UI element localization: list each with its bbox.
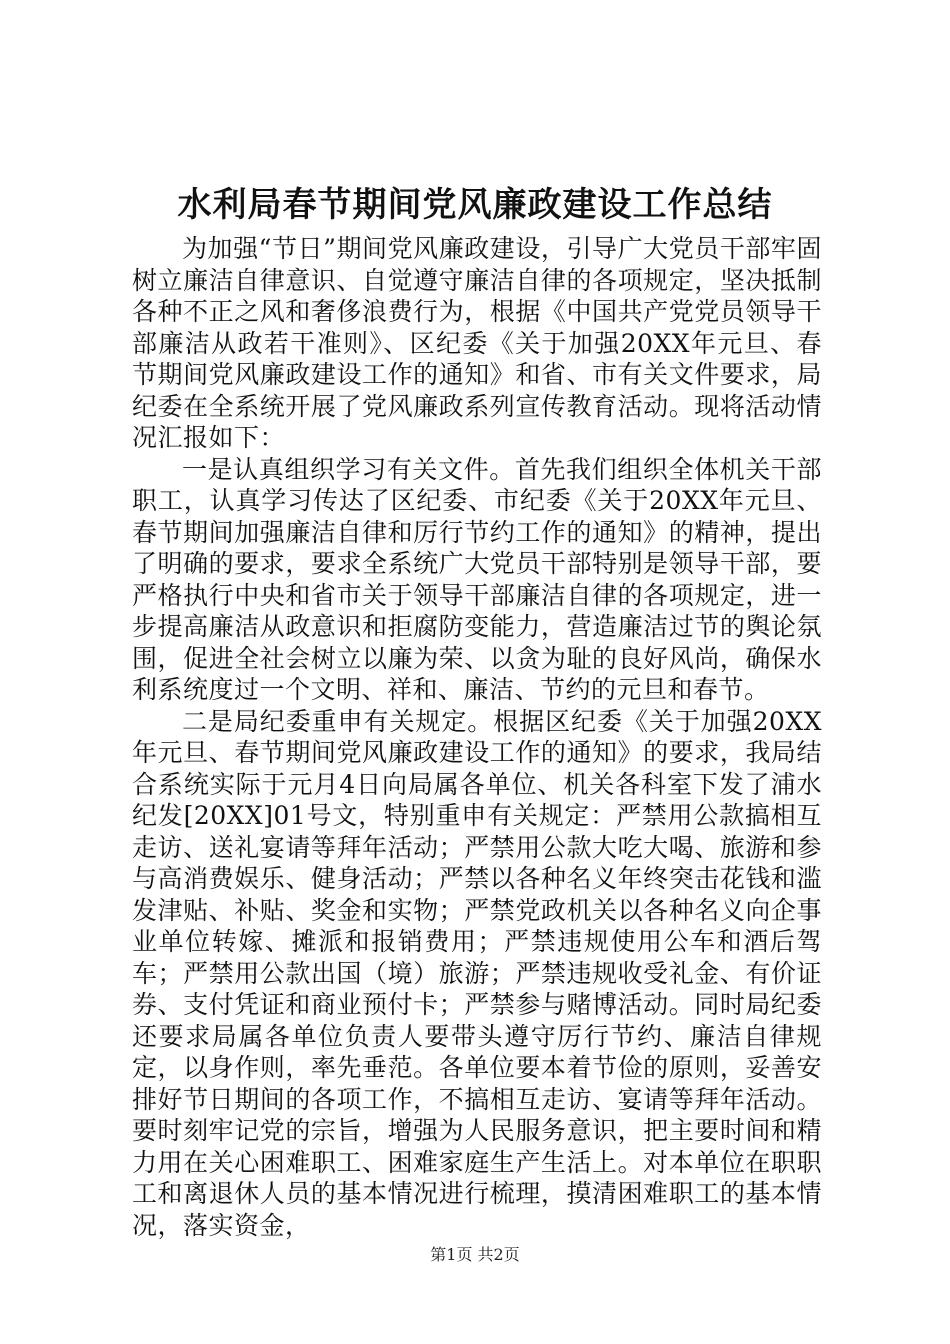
paragraph-reaffirm-rules: 二是局纪委重申有关规定。根据区纪委《关于加强20XX年元旦、春节期间党风廉政建设工作的通知》的要求，我局结合系统实际于元月4日向局属各单位、机关各科室下发了浦水纪发[20XX]01号文，特别重申有关规定：严禁用公款搞相互走访、送礼宴请等拜年活动；严禁用公款大吃大喝、旅游和参与高消费娱乐、健身活动；严禁以各种名义年终突击花钱和滥发津贴、补贴、奖金和实物；严禁党政机关以各种名义向企事业单位转嫁、摊派和报销费用；严禁违规使用公车和酒后驾车；严禁用公款出国（境）旅游；严禁违规收受礼金、有价证券、支付凭证和商业预付卡；严禁参与赌博活动。同时局纪委还要求局属各单位负责人要带头遵守厉行节约、廉洁自律规定，以身作则，率先垂范。各单位要本着节俭的原则，妥善安排好节日期间的各项工作，不搞相互走访、宴请等拜年活动。要时刻牢记党的宗旨，增强为人民服务意识，把主要时间和精力用在关心困难职工、困难家庭生产生活上。对本单位在职职工和离退休人员的基本情况进行梳理，摸清困难职工的基本情况，落实资金， <box>132 706 822 1240</box>
paragraph-intro: 为加强“节日”期间党风廉政建设，引导广大党员干部牢固树立廉洁自律意识、自觉遵守廉洁自律的各项规定，坚决抵制各种不正之风和奢侈浪费行为，根据《中国共产党党员领导干部廉洁从政若干准则》、区纪委《关于加强20XX年元旦、春节期间党风廉政建设工作的通知》和省、市有关文件要求，局纪委在全系统开展了党风廉政系列宣传教育活动。现将活动情况汇报如下： <box>132 234 822 452</box>
paragraph-study-documents: 一是认真组织学习有关文件。首先我们组织全体机关干部职工，认真学习传达了区纪委、市纪委《关于20XX年元旦、春节期间加强廉洁自律和厉行节约工作的通知》的精神，提出了明确的要求，要求全系统广大党员干部特别是领导干部，要严格执行中央和省市关于领导干部廉洁自律的各项规定，进一步提高廉洁从政意识和拒腐防变能力，营造廉洁过节的舆论氛围，促进全社会树立以廉为荣、以贪为耻的良好风尚，确保水利系统度过一个文明、祥和、廉洁、节约的元旦和春节。 <box>132 454 822 704</box>
document-body <box>132 233 822 1241</box>
document-title: 水利局春节期间党风廉政建设工作总结 <box>177 185 773 225</box>
page-number-footer: 第1页 共2页 <box>430 1245 520 1264</box>
